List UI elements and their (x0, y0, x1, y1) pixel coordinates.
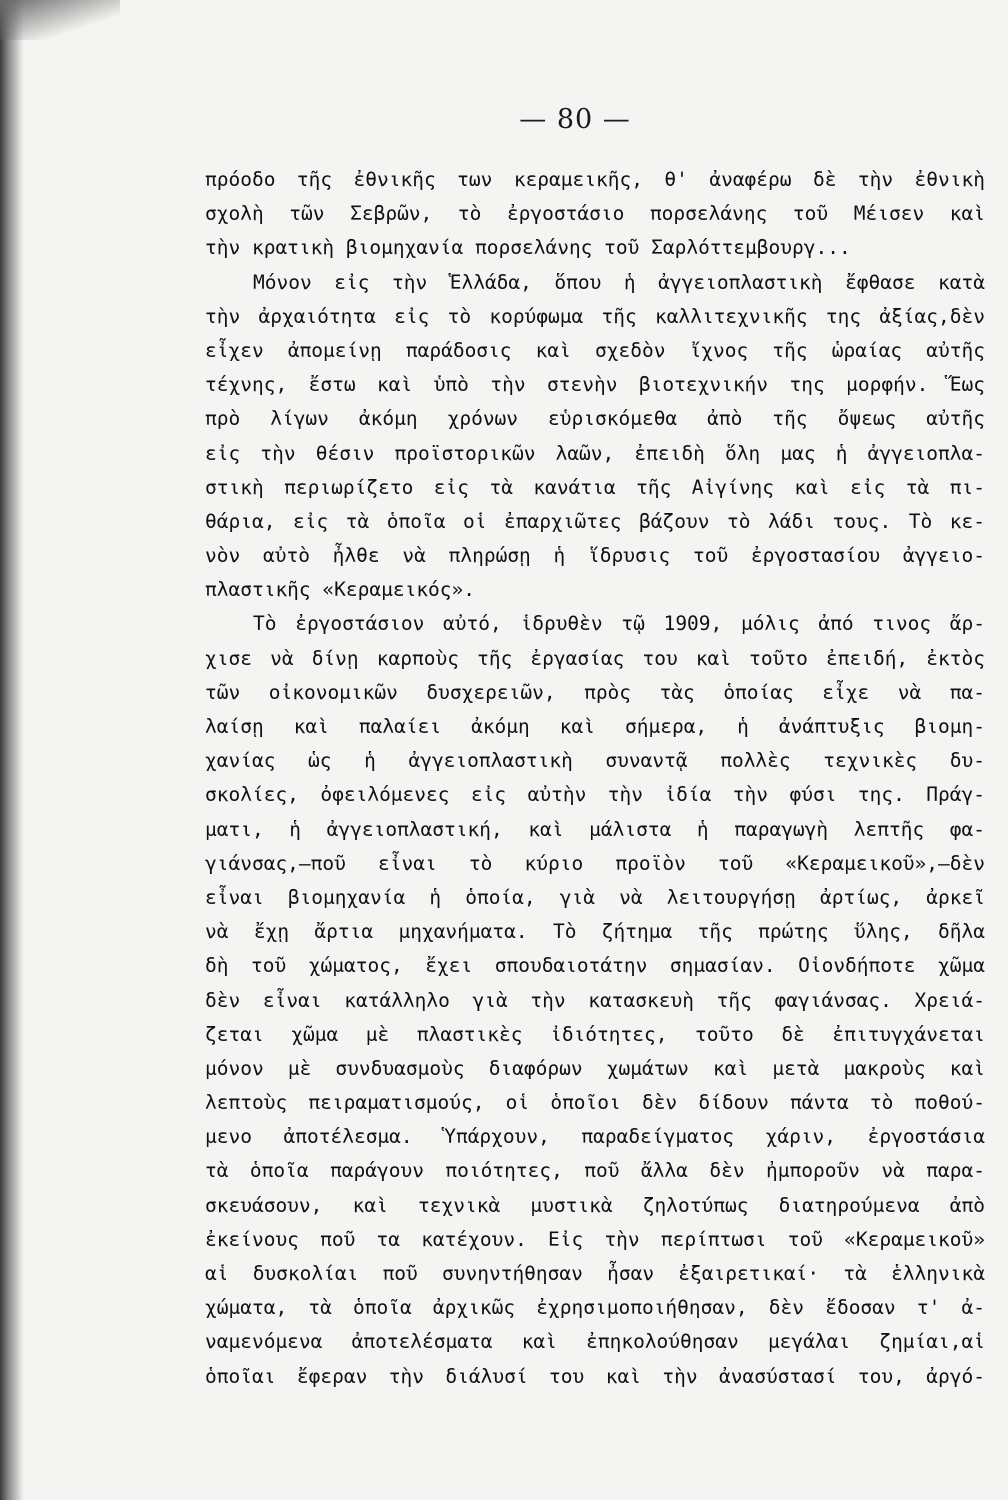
text-line: ἐκείνους ποῦ τα κατέχουν. Εἰς τὴν περίπτωσι τοῦ «Κεραμεικοῦ» (205, 1227, 985, 1251)
text-line: Τὸ ἐργοστάσιον αὐτό, ἱδρυθὲν τῷ 1909, μόλις ἀπό τινος ἄρ- (253, 612, 985, 636)
text-line: εἶναι βιομηχανία ἡ ὁποία, γιὰ νὰ λειτουργήσῃ ἀρτίως, ἀρκεῖ (205, 885, 985, 909)
text-line: μενο ἀποτέλεσμα. Ὑπάρχουν, παραδείγματος χάριν, ἐργοστάσια (205, 1125, 985, 1149)
text-line: ζεται χῶμα μὲ πλαστικὲς ἰδιότητες, τοῦτο δὲ ἐπιτυγχάνεται (205, 1022, 985, 1046)
text-line: σκευάσουν, καὶ τεχνικὰ μυστικὰ ζηλοτύπως διατηρούμενα ἀπὸ (205, 1193, 985, 1217)
text-line: χισε νὰ δίνῃ καρποὺς τῆς ἐργασίας του καὶ τοῦτο ἐπειδή, ἐκτὸς (205, 646, 985, 670)
text-line: δὲν εἶναι κατάλληλο γιὰ τὴν κατασκευὴ τῆς φαγιάνσας. Χρειά- (205, 988, 985, 1012)
page-corner-shadow (0, 0, 120, 40)
text-line: ματι, ἡ ἀγγειοπλαστική, καὶ μάλιστα ἡ παραγωγὴ λεπτῆς φα- (205, 817, 985, 841)
page-number: — 80 — (519, 104, 631, 135)
text-line: ναμενόμενα ἀποτελέσματα καὶ ἐπηκολούθησαν μεγάλαι ζημίαι,αἱ (205, 1330, 985, 1354)
text-line: πρόοδο τῆς ἐθνικῆς των κεραμεικῆς, θ' ἀναφέρω δὲ τὴν ἐθνικὴ (205, 168, 985, 191)
text-line: ὁποῖαι ἔφεραν τὴν διάλυσί του καὶ τὴν ἀνασύστασί του, ἀργό- (205, 1364, 985, 1388)
text-line: τὰ ὁποῖα παράγουν ποιότητες, ποῦ ἄλλα δὲν ἠμποροῦν νὰ παρα- (205, 1159, 985, 1183)
text-line: τῶν οἰκονομικῶν δυσχερειῶν, πρὸς τὰς ὁποίας εἶχε νὰ πα- (205, 680, 985, 704)
text-line: γιάνσας,—ποῦ εἶναι τὸ κύριο προϊὸν τοῦ «Κεραμεικοῦ»,—δὲν (205, 851, 985, 875)
text-line: αἱ δυσκολίαι ποῦ συνηντήθησαν ἦσαν ἐξαιρετικαί· τὰ ἑλληνικὰ (205, 1262, 985, 1285)
body-text (205, 163, 985, 1394)
text-line: τὴν κρατικὴ βιομηχανία πορσελάνης τοῦ Σαρλόττεμβουργ... (205, 236, 851, 260)
text-line: θάρια, εἰς τὰ ὁποῖα οἱ ἐπαρχιῶτες βάζουν τὸ λάδι τους. Τὸ κε- (205, 509, 985, 533)
text-line: πλαστικῆς «Κεραμεικός». (205, 578, 476, 602)
text-line: δὴ τοῦ χώματος, ἔχει σπουδαιοτάτην σημασίαν. Οἱονδήποτε χῶμα (205, 954, 985, 978)
text-line: τὴν ἀρχαιότητα εἰς τὸ κορύφωμα τῆς καλλιτεχνικῆς της ἀξίας,δὲν (205, 304, 985, 328)
text-line: χανίας ὡς ἡ ἀγγειοπλαστικὴ συναντᾷ πολλὲς τεχνικὲς δυ- (205, 749, 985, 773)
text-line: εἶχεν ἀπομείνῃ παράδοσις καὶ σχεδὸν ἴχνος τῆς ὡραίας αὐτῆς (205, 338, 985, 362)
text-line: στικὴ περιωρίζετο εἰς τὰ κανάτια τῆς Αἰγίνης καὶ εἰς τὰ πι- (205, 475, 985, 499)
text-line: σχολὴ τῶν Σεβρῶν, τὸ ἐργοστάσιο πορσελάνης τοῦ Μέισεν καὶ (205, 202, 985, 226)
text-line: πρὸ λίγων ἀκόμη χρόνων εὑρισκόμεθα ἀπὸ τῆς ὄψεως αὐτῆς (205, 407, 985, 431)
text-line: λαίσῃ καὶ παλαίει ἀκόμη καὶ σήμερα, ἡ ἀνάπτυξις βιομη- (205, 715, 985, 738)
page-edge-shadow (0, 0, 24, 1500)
text-line: σκολίες, ὀφειλόμενες εἰς αὐτὴν τὴν ἰδία τὴν φύσι της. Πράγ- (205, 783, 985, 807)
text-line: λεπτοὺς πειραματισμούς, οἱ ὁποῖοι δὲν δίδουν πάντα τὸ ποθού- (205, 1091, 985, 1115)
text-line: νὸν αὐτὸ ἦλθε νὰ πληρώσῃ ἡ ἵδρυσις τοῦ ἐργοστασίου ἀγγειο- (205, 544, 985, 568)
text-line: τέχνης, ἔστω καὶ ὑπὸ τὴν στενὴν βιοτεχνικήν της μορφήν. Ἕως (205, 373, 985, 397)
text-line: εἰς τὴν θέσιν προϊστορικῶν λαῶν, ἐπειδὴ ὅλη μας ἡ ἀγγειοπλα- (205, 441, 985, 465)
text-line: Μόνον εἰς τὴν Ἑλλάδα, ὅπου ἡ ἀγγειοπλαστικὴ ἔφθασε κατὰ (253, 270, 985, 294)
text-line: νὰ ἔχῃ ἄρτια μηχανήματα. Τὸ ζήτημα τῆς πρώτης ὕλης, δῆλα (205, 920, 985, 944)
text-line: μόνον μὲ συνδυασμοὺς διαφόρων χωμάτων καὶ μετὰ μακροὺς καὶ (205, 1056, 985, 1080)
text-line: χώματα, τὰ ὁποῖα ἀρχικῶς ἐχρησιμοποιήθησαν, δὲν ἔδοσαν τ' ἀ- (205, 1296, 985, 1320)
